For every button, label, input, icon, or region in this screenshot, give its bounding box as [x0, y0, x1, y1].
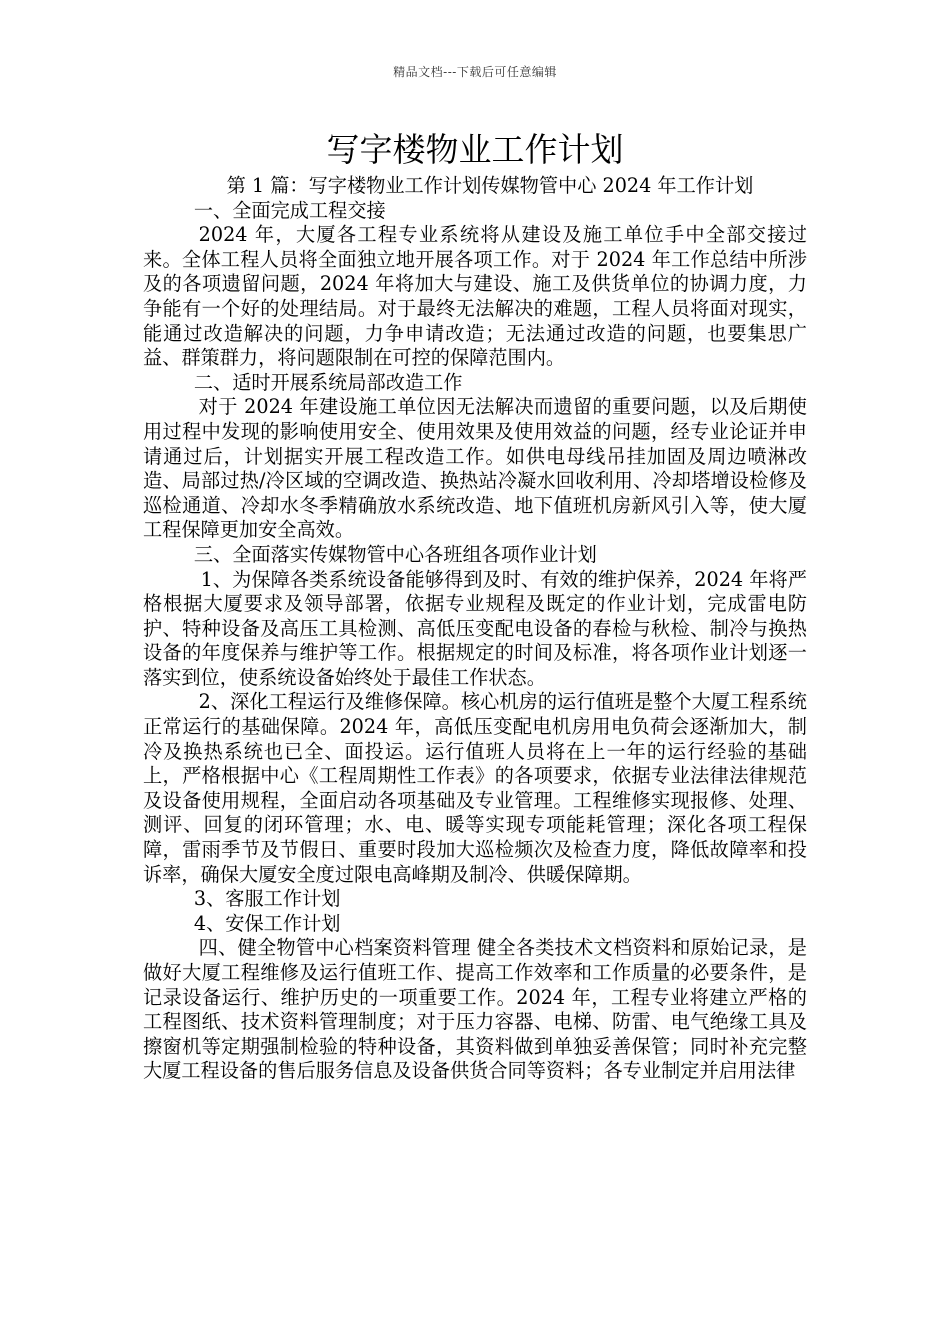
document-body [143, 174, 807, 1084]
paragraph-4: 四、健全物管中心档案资料管理 健全各类技术文档资料和原始记录，是做好大厦工程维修及运行值班工作、提高工作效率和工作质量的必要条件，是记录设备运行、维护历史的一项重要工作。2024 年，工程专业将建立严格的工程图纸、技术资料管理制度；对于压力容器、电梯、防雷、电气绝缘工具及擦窗机等定期强制检验的特种设备，其资料做到单独妥善保管；同时补充完整大厦工程设备的售后服务信息及设备供货合同等资料；各专业制定并启用法律 [143, 936, 807, 1083]
subheading-customer-service: 3、客服工作计划 [193, 887, 341, 911]
section-heading-3: 三、全面落实传媒物管中心各班组各项作业计划 [193, 542, 597, 566]
document-title: 写字楼物业工作计划 [326, 130, 624, 169]
section-heading-2: 二、适时开展系统局部改造工作 [193, 370, 463, 394]
paragraph-1: 2024 年，大厦各工程专业系统将从建设及施工单位手中全部交接过来。全体工程人员将全面独立地开展各项工作。对于 2024 年工作总结中所涉及的各项遗留问题，2024 年将加大与建设、施工及供货单位的协调力度，力争能有一个好的处理结局。对于最终无法解决的难题，工程人员将面对现实，能通过改造解决的问题，力争申请改造；无法通过改造的问题，也要集思广益、群策群力，将问题限制在可控的保障范围内。 [143, 223, 807, 370]
document-subtitle: 第 1 篇：写字楼物业工作计划传媒物管中心 2024 年工作计划 [226, 174, 754, 197]
header-note: 精品文档---下载后可任意编辑 [393, 65, 557, 79]
paragraph-3-item-1: 1、为保障各类系统设备能够得到及时、有效的维护保养，2024 年将严格根据大厦要求及领导部署，依据专业规程及既定的作业计划，完成雷电防护、特种设备及高压工具检测、高低压变配电设备的春检与秋检、制冷与换热设备的年度保养与维护等工作。根据规定的时间及标准，将各项作业计划逐一落实到位，使系统设备始终处于最佳工作状态。 [143, 567, 807, 689]
paragraph-3-item-2: 2、深化工程运行及维修保障。核心机房的运行值班是整个大厦工程系统正常运行的基础保障。2024 年，高低压变配电机房用电负荷会逐渐加大，制冷及换热系统也已全、面投运。运行值班人员将在上一年的运行经验的基础上，严格根据中心《工程周期性工作表》的各项要求，依据专业法律法律规范及设备使用规程，全面启动各项基础及专业管理。工程维修实现报修、处理、测评、回复的闭环管理；水、电、暖等实现专项能耗管理；深化各项工程保障，雷雨季节及节假日、重要时段加大巡检频次及检查力度，降低故障率和投诉率，确保大厦安全度过限电高峰期及制冷、供暖保障期。 [143, 690, 807, 886]
subheading-security: 4、安保工作计划 [193, 911, 341, 935]
section-heading-1: 一、全面完成工程交接 [193, 198, 386, 222]
paragraph-2: 对于 2024 年建设施工单位因无法解决而遗留的重要问题，以及后期使用过程中发现的影响使用安全、使用效果及使用效益的问题，经专业论证并申请通过后，计划据实开展工程改造工作。如供电母线吊挂加固及周边喷淋改造、局部过热/冷区域的空调改造、换热站冷凝水回收利用、冷却塔增设检修及巡检通道、冷却水冬季精确放水系统改造、地下值班机房新风引入等，使大厦工程保障更加安全高效。 [143, 395, 807, 542]
